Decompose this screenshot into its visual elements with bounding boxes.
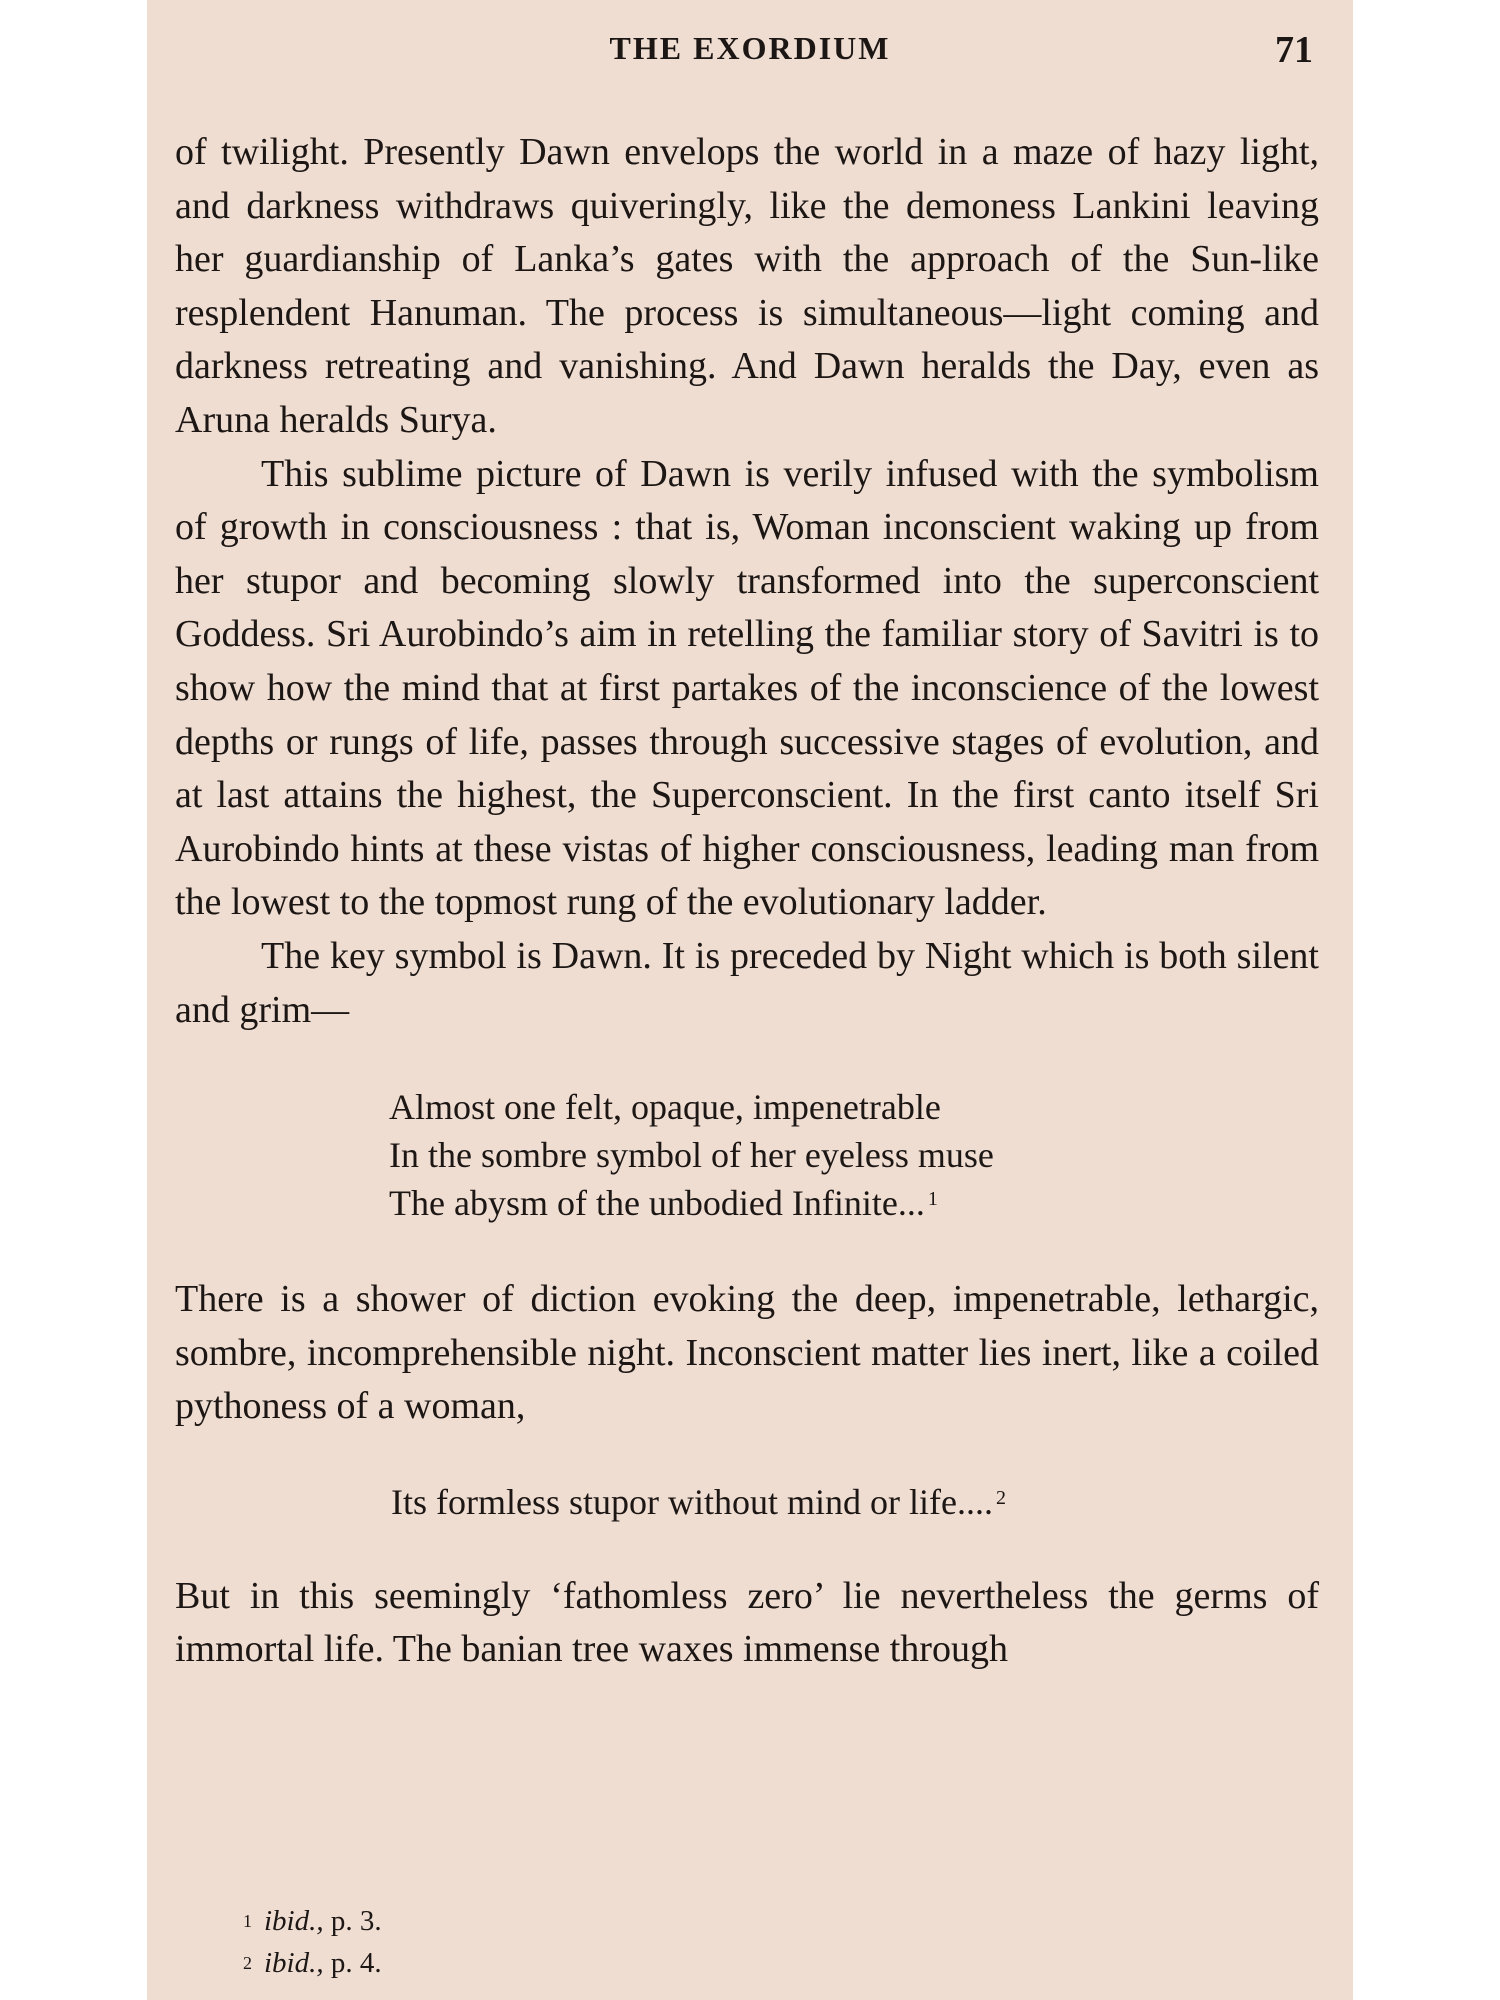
verse-quote-1: [389, 1083, 1319, 1227]
paragraph-3: The key symbol is Dawn. It is preceded by Night which is both silent and grim—: [175, 934, 1319, 1031]
book-page: [147, 0, 1353, 2000]
verse-quote-2: [391, 1478, 1319, 1526]
footnote-page: p. 4.: [330, 1947, 382, 1979]
paragraph-4: There is a shower of diction evoking the deep, impenetrable, lethargic, sombre, incomprehensible night. Inconscient matter lies inert, like a coiled pythoness of a woman,: [175, 1278, 1319, 1428]
verse-line-text: The abysm of the unbodied Infinite...: [389, 1183, 925, 1224]
chapter-title: THE EXORDIUM: [609, 30, 891, 66]
footnotes: [243, 1900, 382, 1984]
footnote-page: p. 3.: [330, 1905, 382, 1937]
page-number: 71: [1275, 29, 1313, 71]
paragraph-1: of twilight. Presently Dawn envelops the world in a maze of hazy light, and darkness withdraws quiveringly, like the demoness Lankini leaving her guardianship of Lanka’s gates with the approach of the Sun-like resplendent Hanuman. The process is simultaneous—light coming and darkness retreating and vanishing. And Dawn heralds the Day, even as Aruna heralds Surya.: [175, 131, 1319, 441]
footnote-2: [243, 1942, 382, 1984]
running-head: [147, 30, 1353, 70]
verse-line: Almost one felt, opaque, impenetrable: [389, 1087, 941, 1128]
verse-line: In the sombre symbol of her eyeless muse: [389, 1135, 994, 1176]
verse-line-text: Its formless stupor without mind or life....: [391, 1481, 993, 1522]
footnote-ref-1: 1: [927, 1188, 938, 1211]
footnote-source: ibid.,: [264, 1947, 324, 1979]
footnote-ref-2: 2: [995, 1486, 1006, 1509]
paragraph-2: This sublime picture of Dawn is verily infused with the symbolism of growth in consciousness : that is, Woman inconscient waking up from her stupor and becoming slowly transformed into the superconscient Goddess. Sri Aurobindo’s aim in retelling the familiar story of Savitri is to show how the mind that at first partakes of the inconscience of the lowest depths or rungs of life, passes through successive stages of evolution, and at last attains the highest, the Superconscient. In the first canto itself Sri Aurobindo hints at these vistas of higher consciousness, leading man from the lowest to the topmost rung of the evolutionary ladder.: [175, 452, 1319, 924]
footnote-1: [243, 1900, 382, 1942]
verse-line-last: [389, 1179, 1319, 1227]
verse-line: [391, 1478, 1319, 1526]
paragraph-5: But in this seemingly ‘fathomless zero’ lie nevertheless the germs of immortal life. The banian tree waxes immense through: [175, 1574, 1319, 1671]
body-text: [175, 126, 1319, 1677]
footnote-mark: 1: [243, 1911, 252, 1931]
footnote-source: ibid.,: [264, 1905, 324, 1937]
footnote-mark: 2: [243, 1953, 252, 1973]
